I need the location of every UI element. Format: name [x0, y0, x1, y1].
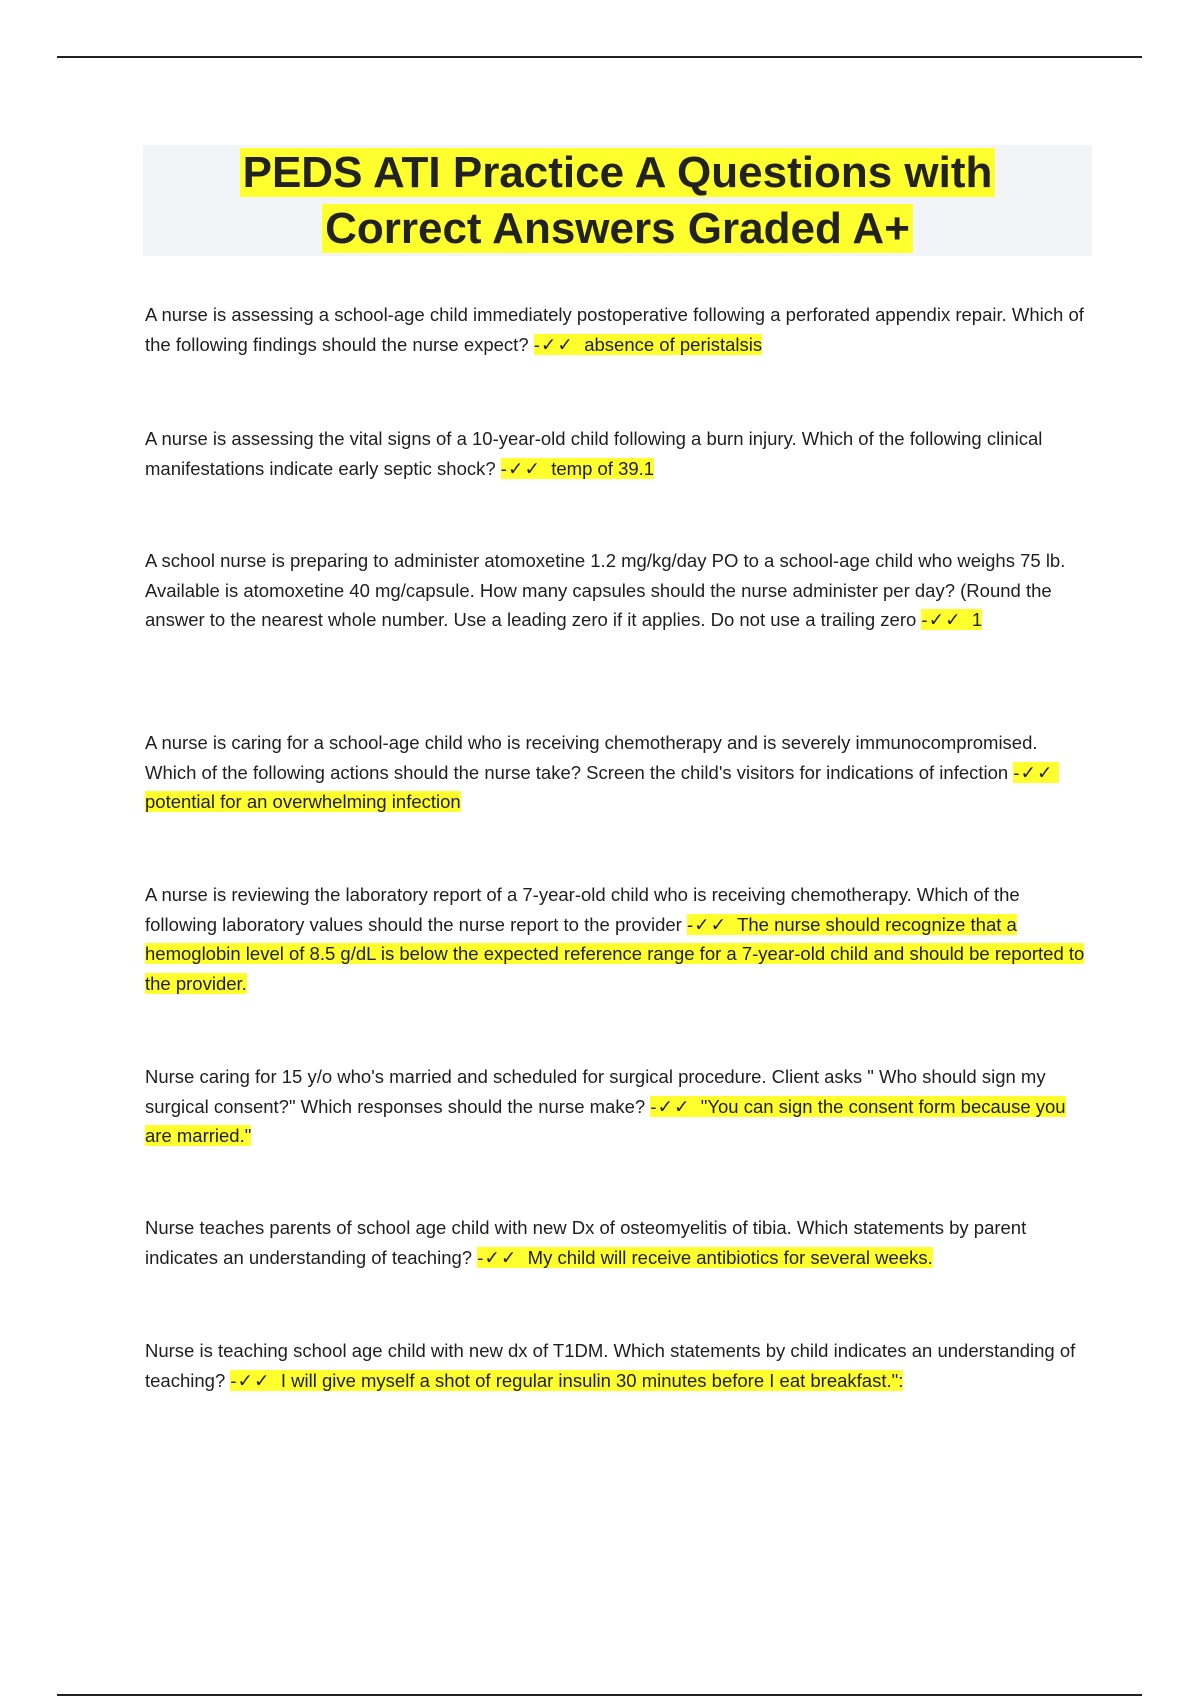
check-mark-icon: -✓✓	[533, 333, 574, 355]
question-text: A nurse is caring for a school-age child who is receiving chemotherapy and is severely immunocompromised. Which of the following actions should the nurse take? Screen the child's visitors for indications of infection	[145, 732, 1038, 783]
qa-item	[145, 546, 1090, 635]
check-mark-icon: -✓✓	[500, 457, 541, 479]
answer-text: temp of 39.1	[551, 457, 655, 479]
question-text: Nurse is teaching school age child with new dx of T1DM. Which statements by child indicates an understanding of teaching?	[145, 1340, 1076, 1391]
qa-item	[145, 728, 1090, 817]
answer-highlight	[534, 334, 762, 355]
answer-highlight	[477, 1247, 933, 1268]
check-mark-icon: -✓✓	[230, 1369, 271, 1391]
check-mark-icon: -✓✓	[650, 1095, 691, 1117]
answer-text: The nurse should recognize that a hemoglobin level of 8.5 g/dL is below the expected reference range for a 7-year-old child and should be reported to the provider.	[145, 913, 1085, 994]
qa-item	[145, 1213, 1090, 1272]
answer-text: My child will receive antibiotics for several weeks.	[527, 1246, 933, 1268]
question-text: A nurse is reviewing the laboratory report of a 7-year-old child who is receiving chemotherapy. Which of the following laboratory values should the nurse report to the provider	[145, 884, 1020, 935]
question-text: A nurse is assessing the vital signs of a 10-year-old child following a burn injury. Which of the following clinical manifestations indicate early septic shock?	[145, 428, 1043, 479]
top-rule	[57, 56, 1142, 58]
check-mark-icon: -✓✓	[686, 913, 728, 935]
bottom-rule	[57, 1694, 1142, 1696]
question-text: Nurse caring for 15 y/o who's married and scheduled for surgical procedure. Client asks " Who should sign my surgical consent?" Which responses should the nurse make?	[145, 1066, 1046, 1117]
question-text: A nurse is assessing a school-age child immediately postoperative following a perforated appendix repair. Which of the following findings should the nurse expect?	[145, 304, 1084, 355]
answer-text: 1	[971, 609, 983, 630]
check-mark-icon: -✓✓	[1013, 761, 1054, 783]
answer-highlight	[230, 1370, 903, 1391]
title-line-1: PEDS ATI Practice A Questions with	[240, 148, 996, 197]
answer-text: potential for an overwhelming infection	[145, 791, 461, 812]
answer-text: "You can sign the consent form because you are married."	[145, 1095, 1066, 1146]
title-line-2: Correct Answers Graded A+	[322, 204, 913, 253]
qa-item	[145, 424, 1090, 483]
qa-item	[145, 1062, 1090, 1151]
question-text: Nurse teaches parents of school age child with new Dx of osteomyelitis of tibia. Which statements by parent indicates an understanding of teaching?	[145, 1217, 1027, 1268]
question-text: A school nurse is preparing to administer atomoxetine 1.2 mg/kg/day PO to a school-age child who weighs 75 lb. Available is atomoxetine 40 mg/capsule. How many capsules should the nurse administer per day? (Round the answer to the nearest whole number. Use a leading zero if it applies. Do not use a trailing zero	[145, 550, 1066, 630]
check-mark-icon: -✓✓	[921, 609, 962, 630]
answer-highlight	[501, 458, 654, 479]
document-title	[143, 145, 1092, 256]
qa-item	[145, 880, 1090, 998]
answer-text: absence of peristalsis	[584, 333, 763, 355]
qa-item	[145, 1336, 1090, 1395]
check-mark-icon: -✓✓	[477, 1246, 518, 1268]
answer-text: I will give myself a shot of regular insulin 30 minutes before I eat breakfast.":	[280, 1369, 904, 1391]
qa-item	[145, 300, 1090, 359]
answer-highlight	[921, 609, 982, 630]
